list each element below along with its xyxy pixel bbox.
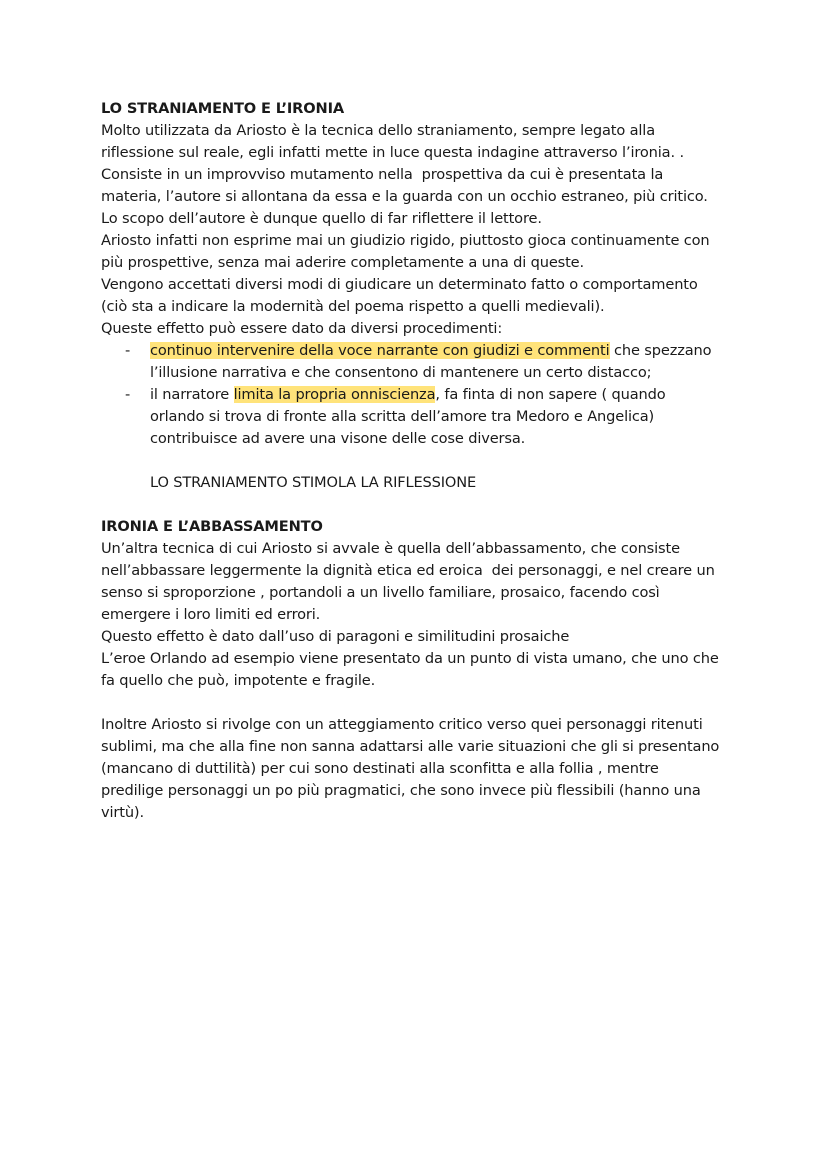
body-line: nell’abbassare leggermente la dignità etica ed eroica dei personaggi, e nel creare un bbox=[101, 562, 715, 579]
list-item bbox=[101, 384, 751, 450]
spacer bbox=[101, 494, 751, 516]
list-item-first-line bbox=[150, 340, 751, 362]
list-item-continuation: l’illusione narrativa e che consentono di mantenere un certo distacco; bbox=[150, 364, 652, 381]
procedures-list bbox=[101, 340, 751, 450]
body-line: senso si sproporzione , portandoli a un livello familiare, prosaico, facendo così bbox=[101, 584, 660, 601]
bullet-dash: - bbox=[125, 342, 131, 359]
list-item-continuation: orlando si trova di fronte alla scritta dell’amore tra Medoro e Angelica) bbox=[150, 408, 655, 425]
spacer bbox=[101, 692, 751, 714]
list-item bbox=[101, 340, 751, 384]
highlighted-text: continuo intervenire della voce narrante con giudizi e commenti bbox=[150, 342, 610, 359]
body-line: predilige personaggi un po più pragmatici, che sono invece più flessibili (hanno una bbox=[101, 782, 701, 799]
list-item-pre: il narratore bbox=[150, 386, 234, 403]
body-line: riflessione sul reale, egli infatti mette in luce questa indagine attraverso l’ironia. . bbox=[101, 144, 684, 161]
body-line: (mancano di duttilità) per cui sono destinati alla sconfitta e alla follia , mentre bbox=[101, 760, 659, 777]
body-line: L’eroe Orlando ad esempio viene presentato da un punto di vista umano, che uno che bbox=[101, 650, 719, 667]
body-line: (ciò sta a indicare la modernità del poema rispetto a quelli medievali). bbox=[101, 298, 605, 315]
list-item-post: , fa finta di non sapere ( quando bbox=[435, 386, 666, 403]
body-line: Queste effetto può essere dato da diversi procedimenti: bbox=[101, 320, 503, 337]
body-line: Inoltre Ariosto si rivolge con un atteggiamento critico verso quei personaggi ritenuti bbox=[101, 716, 703, 733]
body-line: fa quello che può, impotente e fragile. bbox=[101, 672, 376, 689]
body-line: Un’altra tecnica di cui Ariosto si avvale è quella dell’abbassamento, che consiste bbox=[101, 540, 680, 557]
section-title-straniamento: LO STRANIAMENTO E L’IRONIA bbox=[101, 100, 344, 117]
body-line: più prospettive, senza mai aderire completamente a una di queste. bbox=[101, 254, 584, 271]
body-line: virtù). bbox=[101, 804, 144, 821]
body-line: Lo scopo dell’autore è dunque quello di far riflettere il lettore. bbox=[101, 210, 542, 227]
bullet-dash: - bbox=[125, 386, 131, 403]
list-item-first-line bbox=[150, 384, 751, 406]
body-line: materia, l’autore si allontana da essa e la guarda con un occhio estraneo, più critico. bbox=[101, 188, 708, 205]
list-item-post: che spezzano bbox=[609, 342, 712, 359]
document-page bbox=[101, 98, 751, 824]
body-line: emergere i loro limiti ed errori. bbox=[101, 606, 321, 623]
spacer bbox=[101, 450, 751, 472]
body-line: Molto utilizzata da Ariosto è la tecnica dello straniamento, sempre legato alla bbox=[101, 122, 656, 139]
section-title-abbassamento: IRONIA E L’ABBASSAMENTO bbox=[101, 518, 323, 535]
body-line: Ariosto infatti non esprime mai un giudizio rigido, piuttosto gioca continuamente con bbox=[101, 232, 710, 249]
body-line: Questo effetto è dato dall’uso di paragoni e similitudini prosaiche bbox=[101, 628, 570, 645]
body-line: sublimi, ma che alla fine non sanna adattarsi alle varie situazioni che gli si presentano bbox=[101, 738, 720, 755]
highlighted-text: limita la propria onniscienza bbox=[233, 386, 436, 403]
callout-text: LO STRANIAMENTO STIMOLA LA RIFLESSIONE bbox=[150, 474, 477, 491]
list-item-continuation: contribuisce ad avere una visone delle cose diversa. bbox=[150, 430, 526, 447]
body-line: Consiste in un improvviso mutamento nella prospettiva da cui è presentata la bbox=[101, 166, 664, 183]
body-line: Vengono accettati diversi modi di giudicare un determinato fatto o comportamento bbox=[101, 276, 698, 293]
